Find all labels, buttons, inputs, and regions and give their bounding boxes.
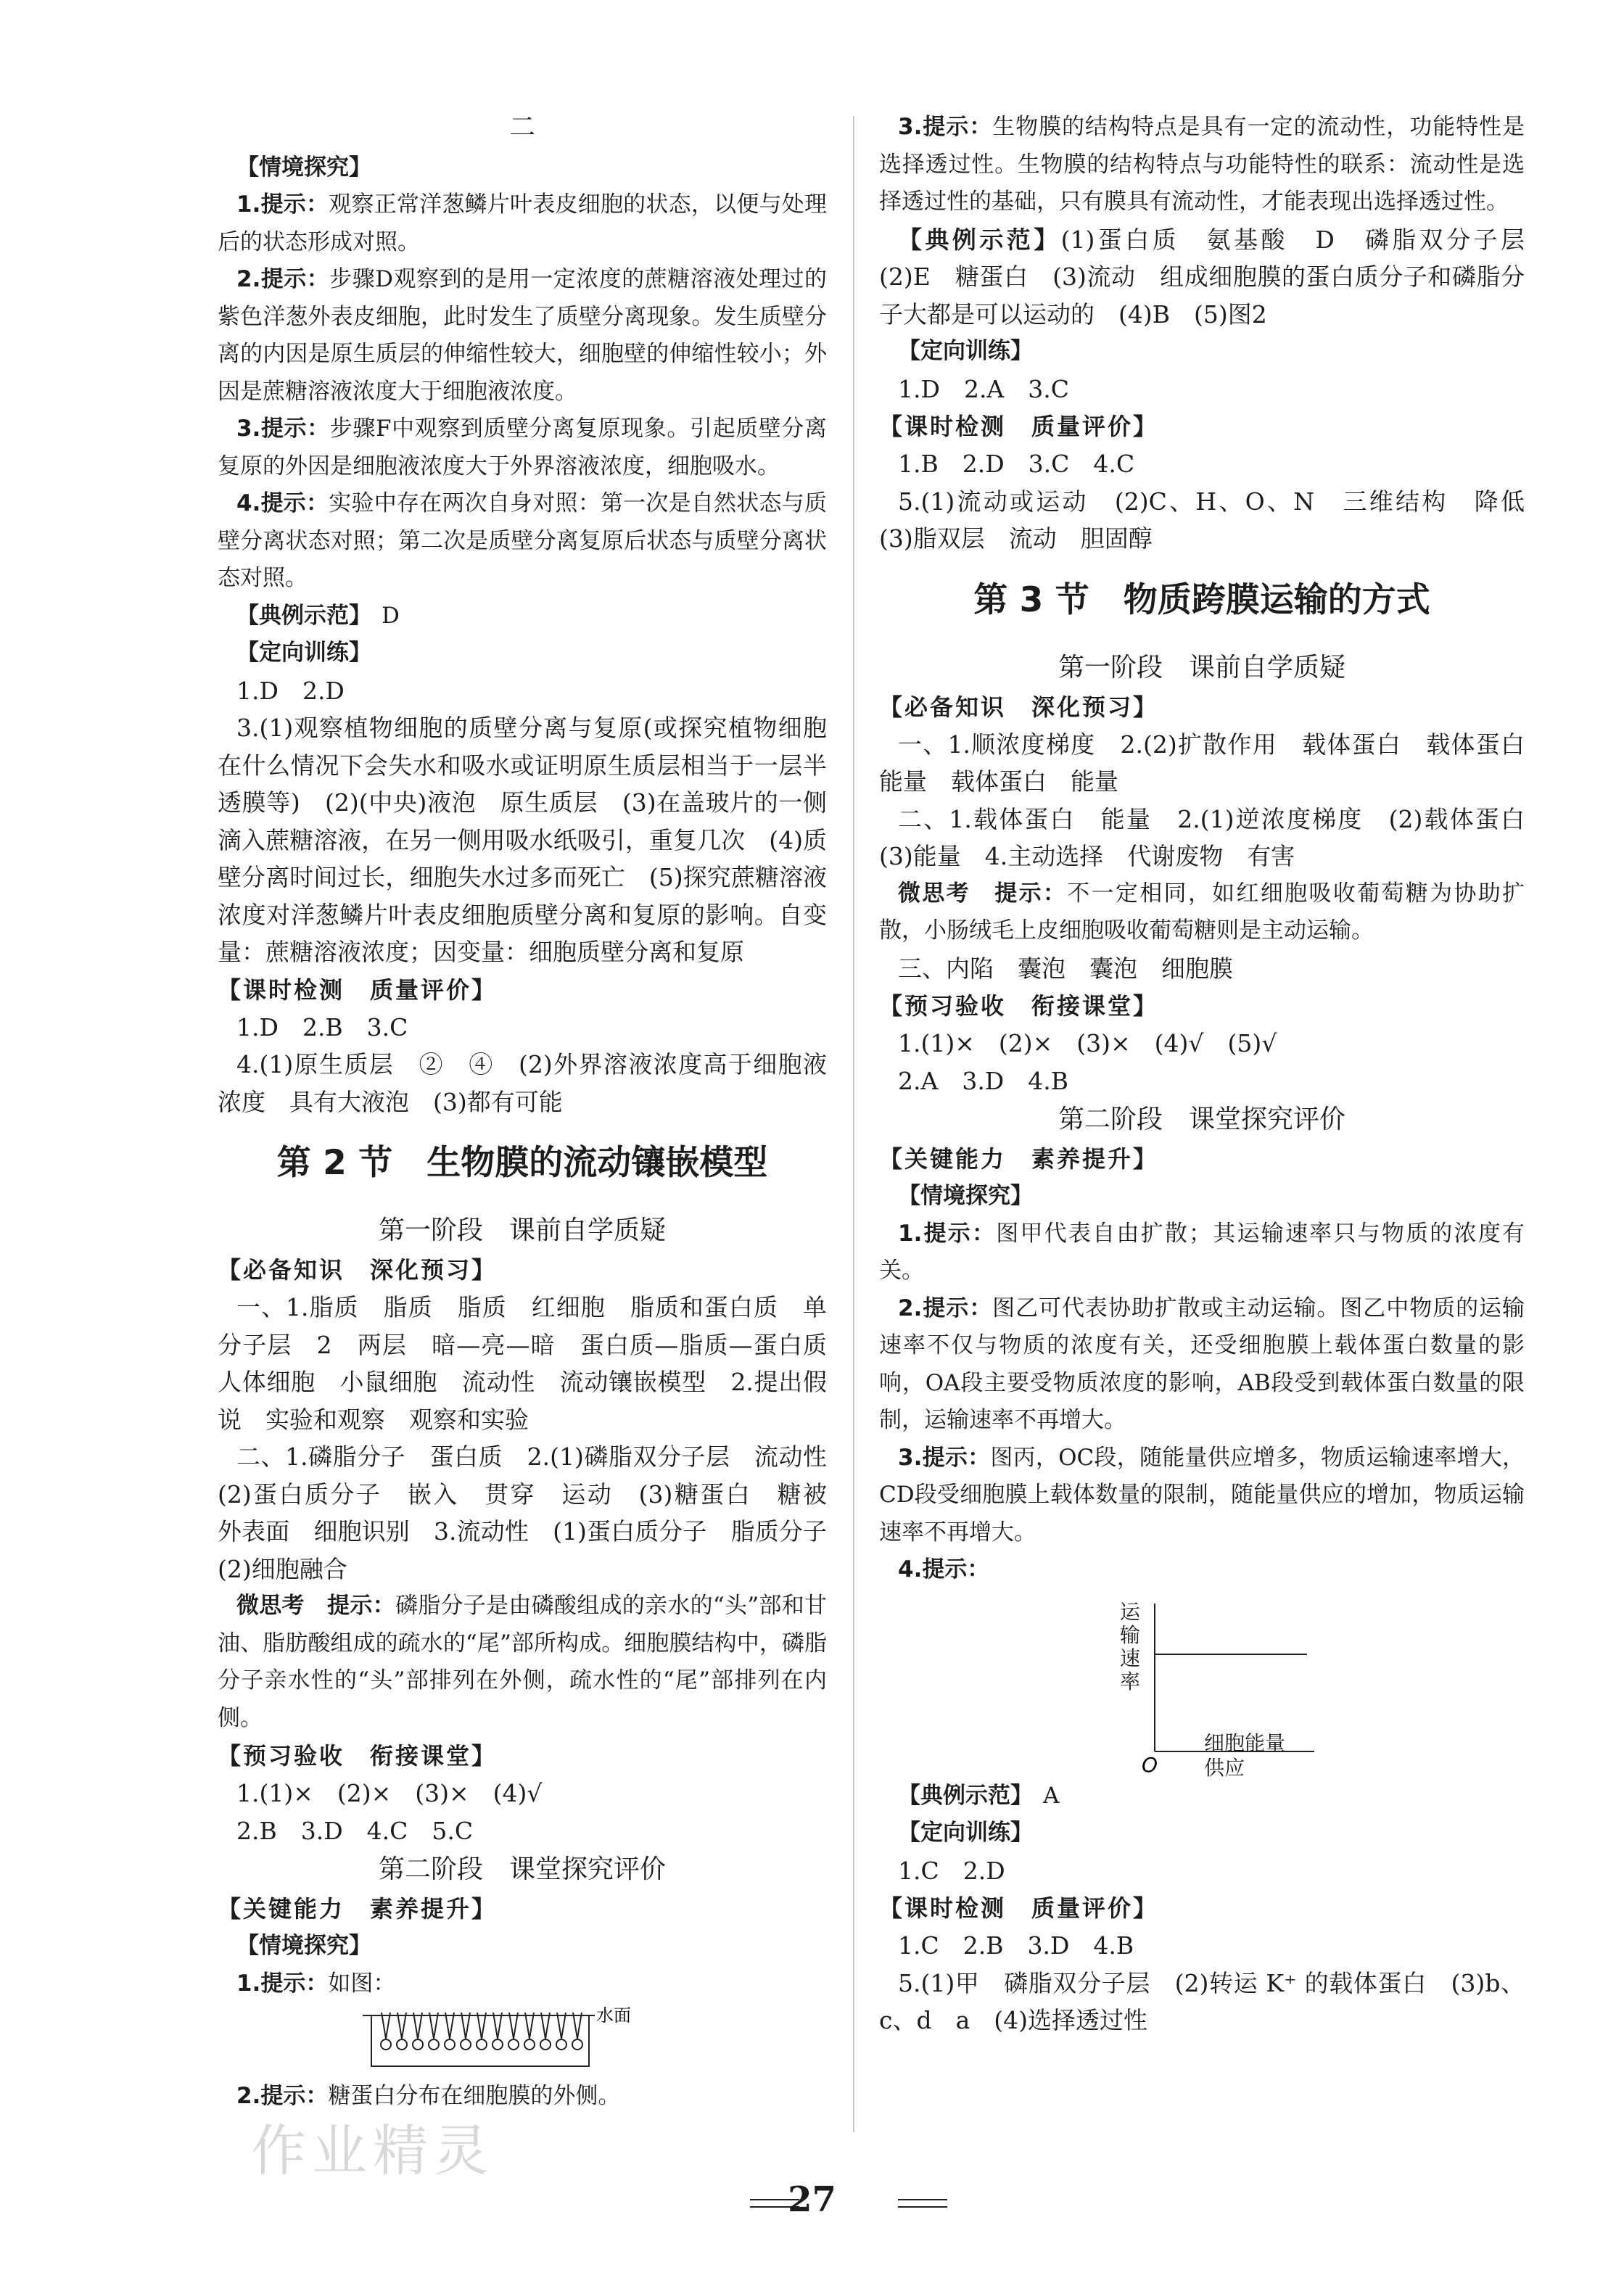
answer-paragraph: 一、1.脂质 脂质 脂质 红细胞 脂质和蛋白质 单分子层 2 两层 暗—亮—暗 蛋白质—脂质—蛋白质 人体细胞 小鼠细胞 流动性 流动镶嵌模型 2.提出假说 实验和观察 观察和实验 [218, 1293, 851, 1434]
hint-label: 1.提示： [236, 1970, 329, 1997]
origin-label: O [1142, 1752, 1158, 1777]
chapter-title: 第 3 节 物质跨膜运输的方式 [973, 579, 1430, 620]
phospholipid-tail [557, 2013, 566, 2039]
hint-text: 步骤D观察到的是用一定浓度的蔗糖溶液处理过的紫色洋葱外表皮细胞，此时发生了质壁分离现象。发生质壁分离的内因是原生质层的伸缩性较大，细胞壁的伸缩性较小；外因是蔗糖溶液浓度大于细胞液浓度。 [218, 266, 827, 405]
hint-paragraph [879, 1216, 1525, 1290]
rate-chart-svg [879, 1589, 1525, 1778]
hint-text: 糖蛋白分布在细胞膜的外侧。 [328, 2083, 621, 2109]
right-column [879, 109, 1549, 2039]
phospholipid-tail [461, 2013, 470, 2039]
example-heading [879, 1778, 1525, 1815]
scenario-heading: 【情境探究】 [236, 1933, 371, 1959]
think-text: 磷脂分子是由磷酸组成的亲水的“头”部和甘油、脂肪酸组成的疏水的“尾”部所构成。细胞膜结构中，磷脂分子亲水性的“头”部排列在外侧，疏水性的“尾”部排列在内侧。 [218, 1593, 827, 1731]
answer-paragraph: 二、1.磷脂分子 蛋白质 2.(1)磷脂双分子层 流动性 (2)蛋白质分子 嵌入 贯穿 运动 (3)糖蛋白 糖被 外表面 细胞识别 3.流动性 (1)蛋白质分子 脂质分子 (2)细胞融合 [218, 1443, 851, 1583]
training-heading: 【定向训练】 [236, 640, 371, 666]
hint-label: 提示： [994, 880, 1068, 907]
section-bar: 【预习验收 衔接课堂】 [879, 992, 1159, 1020]
phospholipid-tail [493, 2013, 502, 2039]
phospholipid-head [429, 2039, 439, 2050]
phospholipid-tail [525, 2013, 534, 2039]
answer-paragraph: 5.(1)流动或运动 (2)C、H、O、N 三维结构 降低 (3)脂双层 流动 胆固醇 [879, 487, 1549, 553]
answer-line: 2.A 3.D 4.B [898, 1066, 1068, 1095]
example-label: 【典例示范】 [898, 1782, 1033, 1809]
hint-label: 3.提示： [898, 114, 993, 140]
scenario-heading: 【情境探究】 [236, 154, 371, 181]
think-text: 不一定相同，如红细胞吸收葡萄糖为协助扩散，小肠绒毛上皮细胞吸收葡萄糖则是主动运输。 [879, 880, 1525, 944]
phospholipid-head [572, 2039, 582, 2050]
hint-paragraph [879, 1290, 1525, 1440]
phospholipid-head [397, 2039, 407, 2050]
example-answer: (1)蛋白质 氨基酸 D 磷脂双分子层 (2)E 糖蛋白 (3)流动 组成细胞膜的蛋白质分子和磷脂分子大都是可以运动的 (4)B (5)图2 [879, 225, 1549, 329]
example-label: 【典例示范】 [898, 225, 1061, 254]
answer-line: 1.B 2.D 3.C 4.C [898, 450, 1135, 478]
section-bar: 【课时检测 质量评价】 [879, 413, 1159, 440]
hint-label: 3.提示： [898, 1444, 991, 1471]
section-bar: 【课时检测 质量评价】 [879, 1894, 1159, 1922]
phospholipid-head [524, 2039, 535, 2050]
answer-paragraph: 4.(1)原生质层 ② ④ (2)外界溶液浓度高于细胞液浓度 具有大液泡 (3)都有可能 [218, 1050, 827, 1116]
hint-text: 图甲代表自由扩散；其运输速率只与物质的浓度有关。 [879, 1220, 1525, 1284]
section-bar: 【关键能力 素养提升】 [879, 1145, 1159, 1173]
answer-paragraph: 3.(1)观察植物细胞的质壁分离与复原(或探究植物细胞在什么情况下会失水和吸水或证明原生质层相当于一层半透膜等) (2)(中央)液泡 原生质层 (3)在盖玻片的一侧滴入蔗糖溶液，在另一侧用吸水纸吸引，重复几次 (4)质壁分离时间过长，细胞失水过多而死亡 (5)探究蔗糖溶液浓度对洋葱鳞片叶表皮细胞质壁分离和复原的影响。自变量：蔗糖溶液浓度；因变量：细胞质壁分离和复原 [218, 714, 827, 966]
example-answer: A [1043, 1782, 1060, 1809]
section-bar: 【课时检测 质量评价】 [218, 975, 498, 1004]
phospholipid-tail [397, 2013, 406, 2039]
hint-label: 4.提示： [898, 1556, 990, 1582]
hint-label: 提示： [327, 1593, 395, 1619]
hint-paragraph [879, 1440, 1525, 1552]
hint-paragraph [218, 1965, 827, 2003]
section-number-heading: 二 [508, 112, 535, 142]
section-bar: 【关键能力 素养提升】 [218, 1895, 498, 1923]
water-label: 水面 [596, 2005, 631, 2026]
hint-text: 如图： [328, 1970, 396, 1997]
think-label: 微思考 [236, 1593, 305, 1619]
hint-text: 图乙可代表协助扩散或主动运输。图乙中物质的运输速率不仅与物质的浓度有关，还受细胞膜上载体蛋白数量的影响，OA段主要受物质浓度的影响，AB段受到载体蛋白数量的限制，运输速率不再增大。 [879, 1295, 1525, 1433]
scenario-heading: 【情境探究】 [898, 1183, 1033, 1209]
answer-line: 1.(1)× (2)× (3)× (4)√ [236, 1779, 543, 1807]
phospholipid-head [556, 2039, 566, 2050]
phospholipid-molecules [381, 2013, 582, 2050]
phospholipid-tail [541, 2013, 550, 2039]
answer-paragraph: 二、1.载体蛋白 能量 2.(1)逆浓度梯度 (2)载体蛋白 (3)能量 4.主动选择 代谢废物 有害 [879, 804, 1549, 870]
hint-text: 生物膜的结构特点是具有一定的流动性，功能特性是选择透过性。生物膜的结构特点与功能特性的联系：流动性是选择透过性的基础，只有膜具有流动性，才能表现出选择透过性。 [879, 114, 1525, 215]
think-paragraph [218, 1588, 827, 1737]
phospholipid-tail [413, 2013, 422, 2039]
hint-paragraph [218, 410, 827, 485]
page-number-rule-right [898, 2199, 947, 2200]
example-heading [218, 598, 827, 635]
section-bar: 【预习验收 衔接课堂】 [218, 1742, 498, 1770]
hint-paragraph [218, 485, 827, 598]
hint-paragraph [879, 1551, 1525, 1589]
answer-paragraph: 一、1.顺浓度梯度 2.(2)扩散作用 载体蛋白 载体蛋白 能量 载体蛋白 能量 [879, 730, 1549, 796]
answer-line: 1.C 2.D [898, 1856, 1005, 1885]
section-bar: 【必备知识 深化预习】 [879, 693, 1159, 721]
watermark: 作业精灵 [251, 2118, 495, 2183]
phospholipid-head [461, 2039, 471, 2050]
phospholipid-head [477, 2039, 487, 2050]
phospholipid-tail [445, 2013, 454, 2039]
phospholipid-head [445, 2039, 455, 2050]
hint-text: 图丙，OC段，随能量供应增多，物质运输速率增大，CD段受细胞膜上载体数量的限制，随能量供应的增加，物质运输速率不再增大。 [879, 1444, 1525, 1546]
answer-line: 1.D 2.B 3.C [236, 1012, 408, 1041]
phospholipid-tail [382, 2013, 390, 2039]
hint-paragraph [879, 109, 1525, 221]
hint-label: 1.提示： [898, 1220, 997, 1247]
y-axis-label: 运输速率 [1120, 1599, 1141, 1693]
stage-heading: 第二阶段 课堂探究评价 [378, 1854, 666, 1884]
water-surface-diagram [218, 2002, 827, 2078]
left-column [218, 109, 851, 2116]
hint-label: 4.提示： [236, 490, 329, 516]
hint-text: 步骤F中观察到质壁分离复原现象。引起质壁分离复原的外因是细胞液浓度大于外界溶液浓度，细胞吸水。 [218, 416, 827, 479]
hint-label: 3.提示： [236, 416, 330, 442]
phospholipid-head [381, 2039, 391, 2050]
phospholipid-head [413, 2039, 423, 2050]
hint-label: 1.提示： [236, 191, 329, 218]
phospholipid-tail [509, 2013, 518, 2039]
hint-text: 观察正常洋葱鳞片叶表皮细胞的状态，以便与处理后的状态形成对照。 [218, 191, 827, 255]
hint-paragraph [218, 261, 827, 410]
phospholipid-tail [573, 2013, 582, 2039]
example-answer: D [382, 602, 400, 629]
column-divider [853, 116, 854, 2132]
hint-label: 2.提示： [898, 1295, 993, 1321]
phospholipid-tail [477, 2013, 486, 2039]
phospholipid-tail [429, 2013, 438, 2039]
stage-heading: 第一阶段 课前自学质疑 [378, 1216, 666, 1245]
phospholipid-head [492, 2039, 503, 2050]
think-label: 微思考 [898, 880, 970, 907]
stage-heading: 第一阶段 课前自学质疑 [1058, 652, 1345, 682]
answer-line: 三、内陷 囊泡 囊泡 细胞膜 [898, 954, 1233, 983]
hint-text: 实验中存在两次自身对照：第一次是自然状态与质壁分离状态对照；第二次是质壁分离复原后状态与质壁分离状态对照。 [218, 490, 827, 591]
hint-paragraph [218, 186, 827, 261]
chapter-title: 第 2 节 生物膜的流动镶嵌模型 [276, 1143, 768, 1183]
answer-line: 1.D 2.D [236, 676, 345, 705]
section-bar: 【必备知识 深化预习】 [218, 1256, 498, 1284]
answer-line: 1.C 2.B 3.D 4.B [898, 1931, 1134, 1960]
training-heading: 【定向训练】 [898, 338, 1033, 364]
think-paragraph [879, 875, 1525, 950]
phospholipid-monolayer-figure [218, 2002, 827, 2078]
transport-rate-chart [879, 1589, 1525, 1778]
training-heading: 【定向训练】 [898, 1820, 1033, 1846]
answer-line: 1.(1)× (2)× (3)× (4)√ (5)√ [898, 1029, 1277, 1057]
hint-label: 2.提示： [236, 266, 330, 292]
page-number: 27 [788, 2179, 836, 2220]
hint-label: 2.提示： [236, 2083, 329, 2109]
example-label: 【典例示范】 [236, 602, 371, 629]
answer-line: 1.D 2.A 3.C [898, 374, 1069, 403]
phospholipid-head [508, 2039, 519, 2050]
phospholipid-head [540, 2039, 551, 2050]
stage-heading: 第二阶段 课堂探究评价 [1058, 1105, 1345, 1134]
answer-line: 2.B 3.D 4.C 5.C [236, 1816, 474, 1845]
example-paragraph [879, 221, 1549, 334]
answer-paragraph: 5.(1)甲 磷脂双分子层 (2)转运 K⁺ 的载体蛋白 (3)b、c、d a (4)选择透过性 [879, 1968, 1525, 2034]
x-axis-label: 细胞能量供应 [1204, 1730, 1286, 1780]
